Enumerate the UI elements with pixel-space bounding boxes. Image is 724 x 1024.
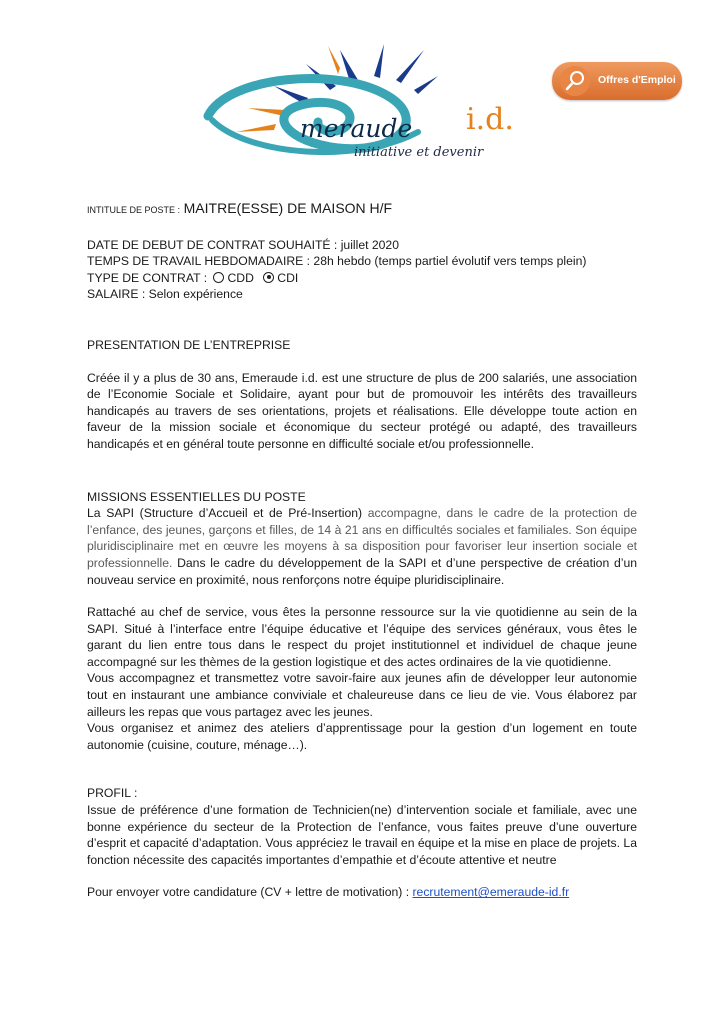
- radio-cdi: [263, 272, 274, 283]
- contract-option-cdd: CDD: [227, 270, 254, 285]
- search-icon: [560, 66, 590, 96]
- contract-type: [87, 270, 637, 287]
- apply-line: [87, 884, 637, 901]
- company-text: Créée il y a plus de 30 ans, Emeraude i.d. est une structure de plus de 200 salariés, une association de l’Economie Sociale et Solidaire, ayant pour but de promouvoir les intérêts des travailleurs handicapés au travers de ses orientations, projets et réalisations. Elle développe toute action en faveur de la mission sociale et économique du secteur protégé ou adapté, des travailleurs handicapés et en général toute personne en difficulté sociale et/ou professionnelle.: [87, 370, 637, 451]
- profile-text: Issue de préférence d’une formation de Technicien(ne) d’intervention sociale et familiale, avec une bonne expérience du secteur de la Protection de l’enfance, vous faites preuve d’une ouverture d’esprit et capacité d’adaptation. Vous appréciez le travail en équipe et la mise en place de projets. La fonction nécessite des capacités importantes d’empathie et d’écoute attentive et neutre: [87, 803, 637, 867]
- weekly-hours: TEMPS DE TRAVAIL HEBDOMADAIRE : 28h hebdo (temps partiel évolutif vers temps plein): [87, 254, 587, 269]
- recruitment-email-link[interactable]: recrutement@emeraude-id.fr: [412, 885, 570, 900]
- missions-intro-end: Dans le cadre du développement de la SAPI et d’une perspective de création d’un nouveau service en proximité, nous renforçons notre équipe pluridisciplinaire.: [87, 555, 637, 587]
- job-offers-label: Offres d'Emploi: [598, 74, 676, 86]
- missions-intro-lead: La SAPI (Structure d’Accueil et de Pré-Insertion): [87, 506, 363, 521]
- radio-cdd: [213, 272, 224, 283]
- missions-paragraph-4: Vous organisez et animez des ateliers d’apprentissage pour la gestion d’un logement en toute autonomie (cuisine, couture, ménage…).: [87, 721, 637, 752]
- logo-tagline: initiative et devenir: [354, 145, 484, 160]
- logo-id-mark: i.d.: [466, 102, 514, 137]
- job-title: MAITRE(ESSE) DE MAISON H/F: [183, 200, 393, 216]
- company-logo: [188, 36, 518, 164]
- contract-type-label: TYPE DE CONTRAT :: [87, 270, 208, 285]
- apply-text: Pour envoyer votre candidature (CV + lettre de motivation) :: [87, 885, 413, 900]
- missions-paragraph-2: Rattaché au chef de service, vous êtes la personne ressource sur la vie quotidienne au sein de la SAPI. Situé à l’interface entre l’équipe éducative et l’équipe des services généraux, vous êtes le garant du lien entre tous dans le respect du projet institutionnel et individuel de chaque jeune accompagné sur les thèmes de la gestion logistique et des actes ordinaires de la vie quotidienne.: [87, 605, 637, 669]
- missions-intro-sapi: accompagne, dans le cadre de la protection de l’enfance, des jeunes, garçons et filles, de 14 à 21 ans en difficultés sociales et familiales. Son équipe pluridisciplinaire met en œuvre les moyens à sa disposition pour favoriser leur insertion sociale et professionnelle.: [87, 506, 637, 570]
- job-offers-button[interactable]: [552, 62, 682, 100]
- start-date: DATE DE DEBUT DE CONTRAT SOUHAITÉ : juillet 2020: [87, 237, 399, 252]
- missions-intro: [87, 505, 637, 588]
- company-heading: PRESENTATION DE L’ENTREPRISE: [87, 337, 291, 352]
- job-title-prefix: INTITULE DE POSTE :: [87, 205, 181, 215]
- missions-paragraph-3: Vous accompagnez et transmettez votre savoir-faire aux jeunes afin de développer leur autonomie tout en instaurant une ambiance conviviale et chaleureuse dans ce lieu de vie. Vous élaborez par ailleurs les repas que vous partagez avec les jeunes.: [87, 671, 637, 719]
- contract-option-cdi: CDI: [277, 270, 299, 285]
- profile-heading: PROFIL :: [87, 786, 138, 801]
- logo-wordmark: meraude: [300, 114, 413, 143]
- job-description: [87, 200, 637, 901]
- job-title-line: [87, 200, 637, 219]
- salary: SALAIRE : Selon expérience: [87, 287, 243, 302]
- missions-heading: MISSIONS ESSENTIELLES DU POSTE: [87, 489, 306, 504]
